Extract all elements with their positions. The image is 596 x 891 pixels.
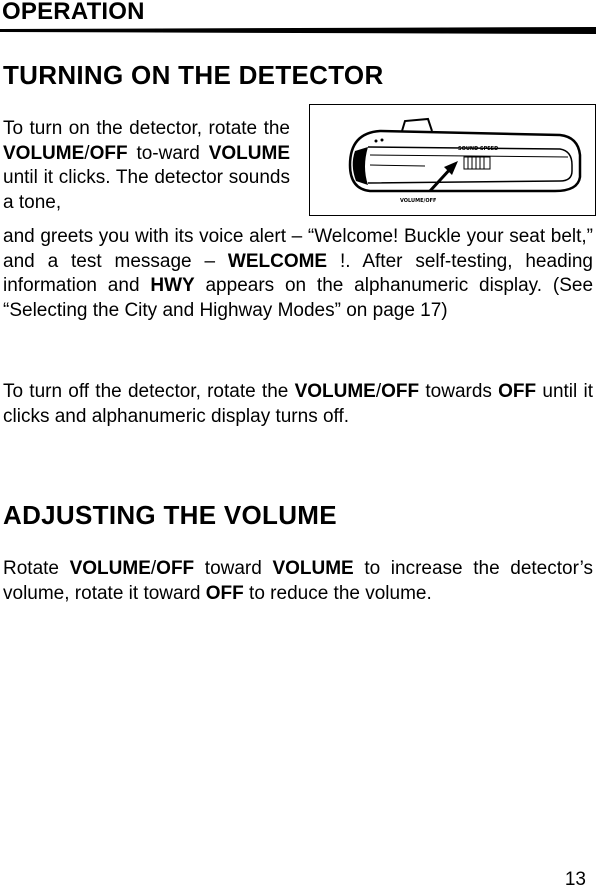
figure-top-label: SOUND SPEED (458, 146, 499, 152)
text-run: / (84, 142, 90, 164)
header-rule (0, 27, 596, 35)
bold-term: OFF (381, 381, 420, 402)
paragraph-turn-off (3, 380, 593, 429)
text-run: to increase the detector’s volume, rotate it toward (3, 558, 593, 604)
section-heading-volume: ADJUSTING THE VOLUME (3, 500, 337, 530)
paragraph-adjust-volume (3, 557, 593, 606)
bold-term: HWY (150, 275, 195, 296)
bold-term: OFF (156, 558, 195, 579)
text-run: appears on the alphanumeric display. (See “Selecting the City and Highway Modes” on page 17) (3, 275, 594, 321)
page-header-title: OPERATION (2, 0, 145, 25)
bold-term: VOLUME (208, 142, 290, 164)
text-run: !. After self-testing, heading information and (3, 250, 593, 296)
text-run: Rotate (3, 558, 70, 579)
bold-term: OFF (89, 142, 128, 164)
bold-term: VOLUME (3, 142, 85, 164)
text-run: / (375, 381, 382, 402)
text-run: until it clicks and alphanumeric display turns off. (3, 381, 593, 427)
section-heading-turning-on: TURNING ON THE DETECTOR (3, 60, 384, 90)
text-run: and greets you with its voice alert – “Welcome! Buckle your seat belt,” and a test message – (3, 226, 593, 272)
text-run: toward (194, 558, 273, 579)
bold-term: WELCOME (227, 250, 328, 272)
page-number: 13 (564, 869, 586, 890)
radar-detector-drawing (310, 105, 595, 215)
bold-term: OFF (498, 381, 537, 402)
bold-term: VOLUME (69, 558, 151, 579)
bold-term: OFF (205, 582, 244, 604)
paragraph-turn-on-continued (3, 225, 593, 323)
figure-callout-label: VOLUME/OFF (400, 198, 437, 204)
text-run: To turn off the detector, rotate the (3, 381, 295, 402)
text-run: until it clicks. The detector sounds a tone, (3, 167, 290, 213)
text-run: To turn on the detector, rotate the (3, 118, 290, 139)
bold-term: VOLUME (294, 381, 376, 402)
paragraph-turn-on-intro (3, 117, 290, 215)
text-run: towards (419, 381, 499, 402)
detector-illustration (309, 104, 596, 216)
text-run: to reduce the volume. (243, 582, 432, 604)
text-run: / (150, 558, 157, 579)
bold-term: VOLUME (272, 558, 354, 579)
text-run: to-ward (127, 142, 209, 164)
